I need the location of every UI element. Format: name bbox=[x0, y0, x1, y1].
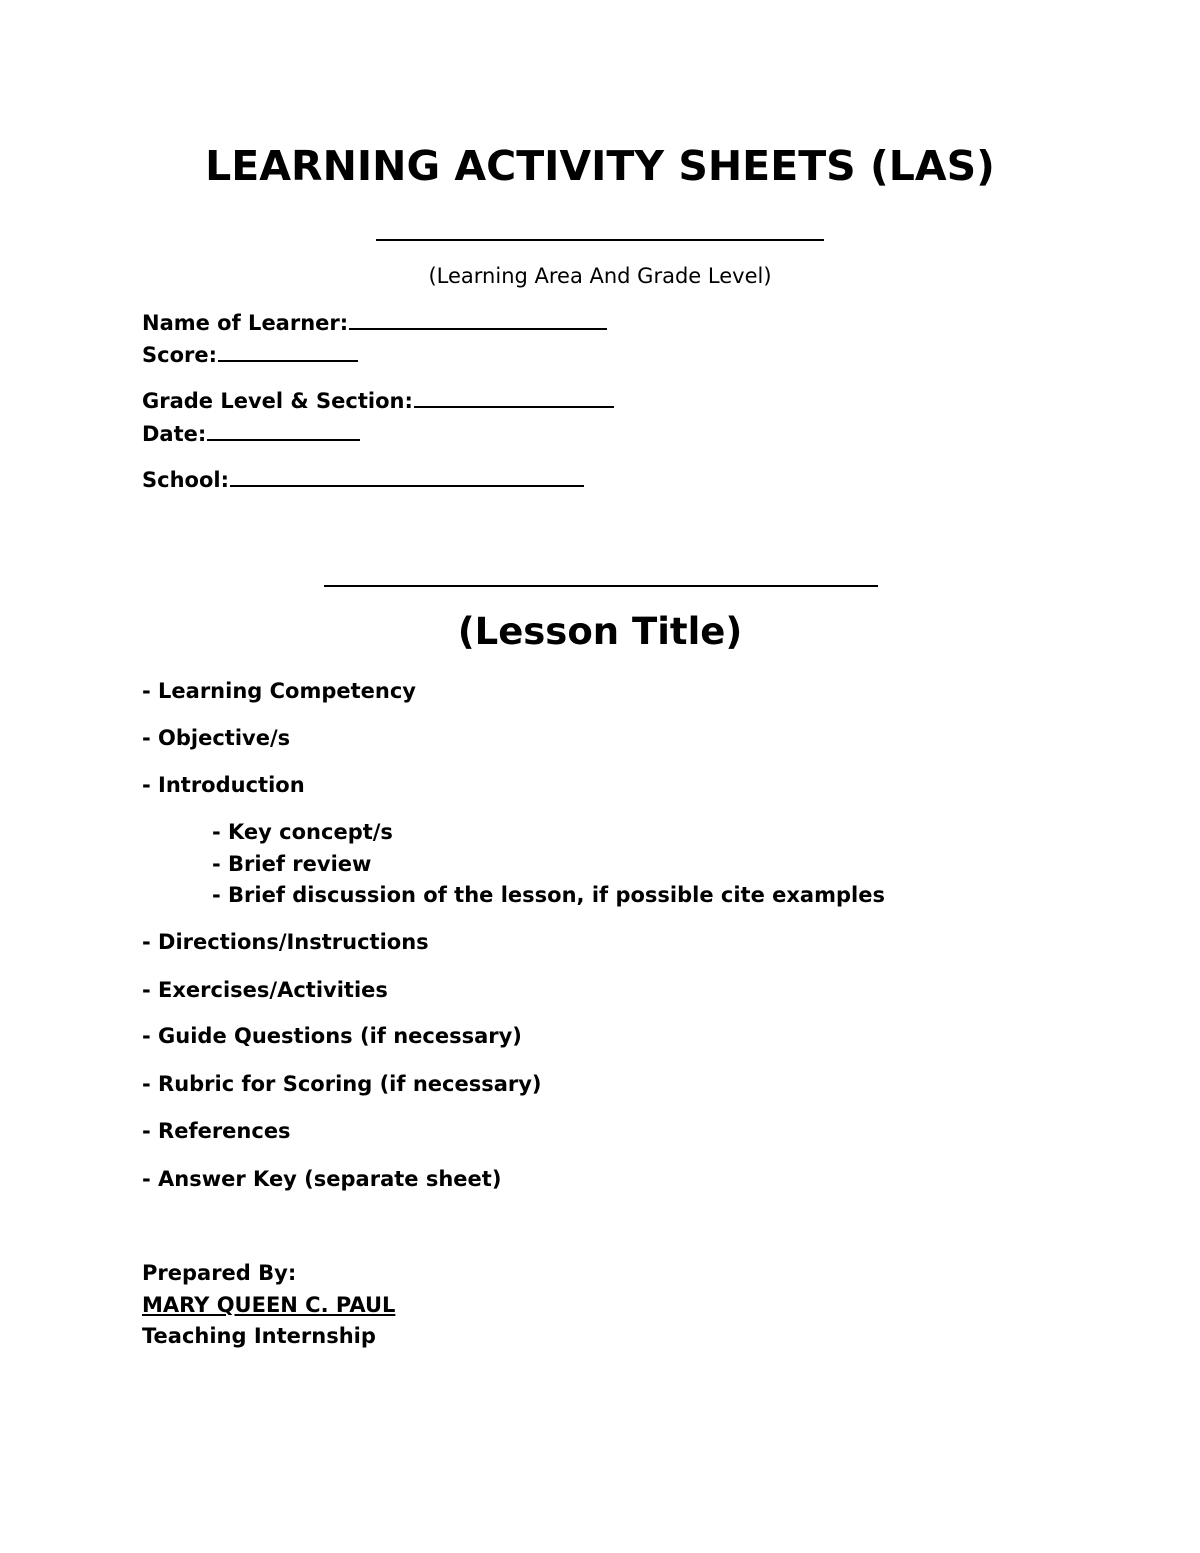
name-blank[interactable] bbox=[349, 308, 607, 330]
grade-section-field bbox=[142, 386, 614, 416]
preparer-role: Teaching Internship bbox=[142, 1324, 376, 1348]
document-title: LEARNING ACTIVITY SHEETS (LAS) bbox=[205, 142, 995, 190]
prepared-by-label: Prepared By: bbox=[142, 1261, 297, 1285]
list-item: - Introduction bbox=[142, 773, 305, 797]
school-label: School: bbox=[142, 468, 229, 492]
lesson-title-line bbox=[324, 585, 878, 587]
grade-section-label: Grade Level & Section: bbox=[142, 389, 413, 413]
school-field bbox=[142, 465, 584, 495]
sub-list-item: - Key concept/s bbox=[212, 820, 393, 844]
grade-section-blank[interactable] bbox=[414, 386, 614, 408]
school-blank[interactable] bbox=[230, 465, 584, 487]
score-blank[interactable] bbox=[218, 340, 358, 362]
date-field bbox=[142, 419, 360, 449]
lesson-title: (Lesson Title) bbox=[457, 610, 743, 653]
name-field bbox=[142, 308, 607, 338]
score-label: Score: bbox=[142, 343, 217, 367]
name-label: Name of Learner: bbox=[142, 311, 349, 335]
list-item: - Learning Competency bbox=[142, 679, 416, 703]
list-item: - Objective/s bbox=[142, 726, 291, 750]
list-item: - Guide Questions (if necessary) bbox=[142, 1024, 522, 1048]
list-item: - Directions/Instructions bbox=[142, 930, 429, 954]
score-field bbox=[142, 340, 358, 370]
learning-area-caption: (Learning Area And Grade Level) bbox=[428, 264, 772, 288]
preparer-name: MARY QUEEN C. PAUL bbox=[142, 1293, 396, 1317]
date-label: Date: bbox=[142, 422, 207, 446]
list-item: - References bbox=[142, 1119, 291, 1143]
list-item: - Exercises/Activities bbox=[142, 978, 388, 1002]
date-blank[interactable] bbox=[207, 419, 360, 441]
sub-list-item: - Brief discussion of the lesson, if possible cite examples bbox=[212, 883, 885, 907]
list-item: - Answer Key (separate sheet) bbox=[142, 1167, 502, 1191]
learning-area-line bbox=[376, 239, 824, 241]
list-item: - Rubric for Scoring (if necessary) bbox=[142, 1072, 542, 1096]
sub-list-item: - Brief review bbox=[212, 852, 372, 876]
